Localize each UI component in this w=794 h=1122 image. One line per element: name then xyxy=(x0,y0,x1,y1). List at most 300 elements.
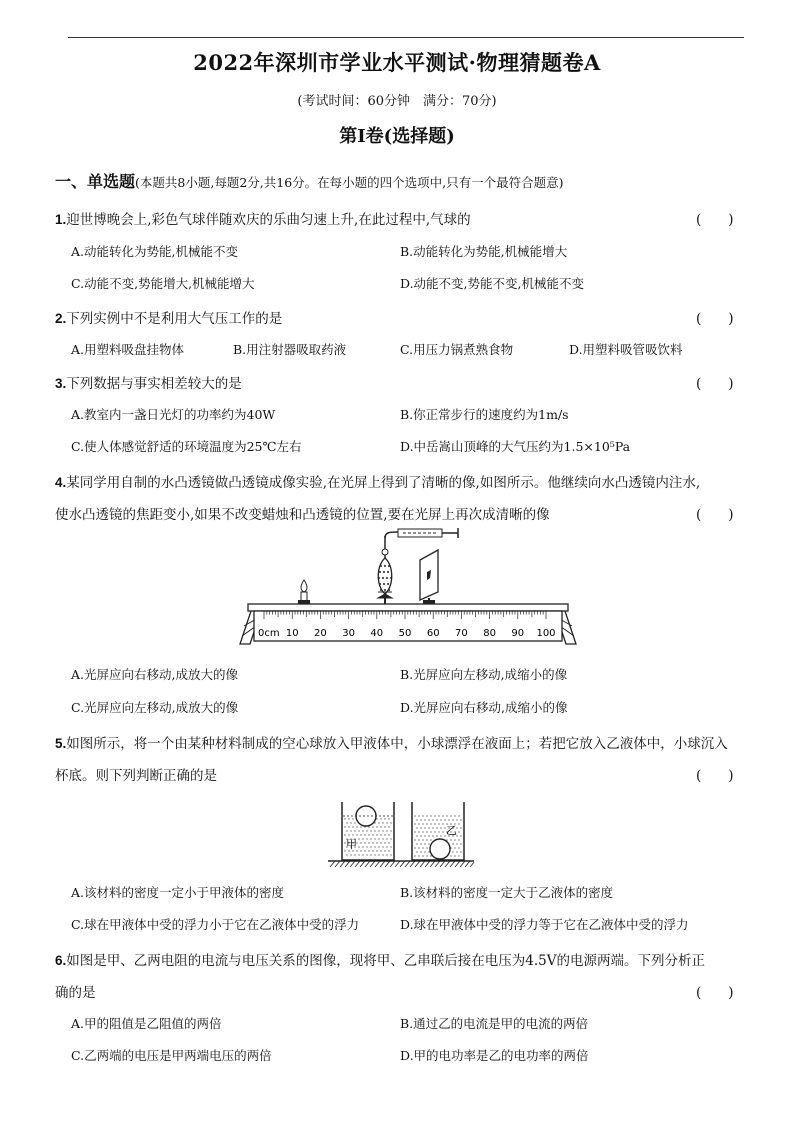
hatch-line xyxy=(340,861,345,867)
option-a[interactable]: A.教室内一盏日光灯的功率约为40W xyxy=(71,407,276,422)
ruler-label: 80 xyxy=(483,628,496,639)
hatch-line xyxy=(385,861,390,867)
liquid-dot xyxy=(376,826,377,827)
liquid-dot xyxy=(428,843,429,844)
part-title: 第Ⅰ卷(选择题) xyxy=(339,126,455,147)
liquid-dot xyxy=(426,847,427,848)
liquid-dot xyxy=(376,818,377,819)
hatch-line xyxy=(445,861,450,867)
liquid-dot xyxy=(438,823,439,824)
option-b[interactable]: B.通过乙的电流是甲的电流的两倍 xyxy=(400,1016,589,1031)
liquid-dot xyxy=(446,839,447,840)
liquid-dot xyxy=(426,823,427,824)
answer-blank[interactable]: ( ) xyxy=(696,376,734,392)
liquid-dot xyxy=(360,834,361,835)
liquid-dot xyxy=(360,826,361,827)
liquid-dot xyxy=(380,850,381,851)
liquid-dot xyxy=(380,826,381,827)
question-5-line-2: 杯底。则下列判断正确的是 xyxy=(55,768,217,784)
liquid-dot xyxy=(418,855,419,856)
liquid-dot xyxy=(350,854,351,855)
answer-blank[interactable]: ( ) xyxy=(696,212,734,228)
liquid-dot xyxy=(434,831,435,832)
liquid-dot xyxy=(344,834,345,835)
question-number: 5. xyxy=(55,736,67,751)
hatch-line xyxy=(365,861,370,867)
liquid-dot xyxy=(370,846,371,847)
answer-blank[interactable]: ( ) xyxy=(696,985,734,1001)
liquid-dot xyxy=(454,815,455,816)
liquid-dot xyxy=(416,843,417,844)
liquid-dot xyxy=(416,851,417,852)
liquid-dot xyxy=(422,847,423,848)
label-yi: 乙 xyxy=(446,824,457,837)
liquid-dot xyxy=(374,838,375,839)
label-jia: 甲 xyxy=(346,838,357,851)
liquid-dot xyxy=(386,822,387,823)
liquid-dot xyxy=(416,835,417,836)
liquid-dot xyxy=(440,819,441,820)
hatch-line xyxy=(430,861,435,867)
option-a[interactable]: A.光屏应向右移动,成放大的像 xyxy=(71,667,238,682)
liquid-dot xyxy=(458,847,459,848)
liquid-dot xyxy=(372,850,373,851)
liquid-dot xyxy=(352,834,353,835)
liquid-dot xyxy=(374,854,375,855)
liquid-dot xyxy=(456,843,457,844)
liquid-dot xyxy=(364,834,365,835)
liquid-dot xyxy=(370,838,371,839)
liquid-dot xyxy=(358,838,359,839)
liquid-dot xyxy=(430,831,431,832)
question-4-line-2: 使水凸透镜的焦距变小,如果不改变蜡烛和凸透镜的位置,要在光屏上再次成清晰的像 xyxy=(55,507,550,523)
liquid-dot xyxy=(422,855,423,856)
liquid-dot xyxy=(348,818,349,819)
answer-blank[interactable]: ( ) xyxy=(696,311,734,327)
bench-rail-top xyxy=(248,604,568,611)
hatch-line xyxy=(440,861,445,867)
question-5 xyxy=(55,732,728,752)
liquid-dot xyxy=(452,843,453,844)
liquid-dot xyxy=(372,834,373,835)
liquid-dot xyxy=(460,819,461,820)
option-b[interactable]: B.用注射器吸取药液 xyxy=(233,342,347,357)
liquid-dot xyxy=(420,835,421,836)
option-a[interactable]: A.该材料的密度一定小于甲液体的密度 xyxy=(71,885,285,900)
liquid-dot xyxy=(428,851,429,852)
option-c[interactable]: C.球在甲液体中受的浮力小于它在乙液体中受的浮力 xyxy=(71,917,360,932)
ruler-label: 40 xyxy=(370,628,384,639)
liquid-dot xyxy=(456,851,457,852)
liquid-dot xyxy=(360,842,361,843)
ruler-label: 90 xyxy=(511,628,525,639)
liquid-dot xyxy=(388,834,389,835)
liquid-dot xyxy=(418,839,419,840)
liquid-dot xyxy=(366,830,367,831)
liquid-dot xyxy=(352,818,353,819)
liquid-dot xyxy=(458,823,459,824)
hatch-line xyxy=(360,861,365,867)
question-number: 4. xyxy=(55,475,67,490)
liquid-dot xyxy=(370,854,371,855)
exam-title: 2022年深圳市学业水平测试·物理猜题卷A xyxy=(193,50,601,75)
question-text: 如图是甲、乙两电阻的电流与电压关系的图像，现将甲、乙串联后接在电压为4.5V的电源两端。下列分析正 xyxy=(66,953,705,969)
liquid-dot xyxy=(424,819,425,820)
liquid-dot xyxy=(454,839,455,840)
liquid-dot xyxy=(384,842,385,843)
liquid-dot xyxy=(382,854,383,855)
liquid-dot xyxy=(414,847,415,848)
liquid-dot xyxy=(420,819,421,820)
liquid-dot xyxy=(414,831,415,832)
liquid-dot xyxy=(444,819,445,820)
liquid-dot xyxy=(370,830,371,831)
liquid-dot xyxy=(436,819,437,820)
question-text: 某同学用自制的水凸透镜做凸透镜成像实验,在光屏上得到了清晰的像,如图所示。他继续向水凸透镜内注水, xyxy=(66,475,701,491)
liquid-dot xyxy=(422,839,423,840)
liquid-dot xyxy=(450,815,451,816)
liquid-dot xyxy=(350,822,351,823)
hatch-line xyxy=(395,861,400,867)
liquid-dot xyxy=(434,823,435,824)
question-number: 2. xyxy=(55,311,67,326)
liquid-dot xyxy=(428,827,429,828)
hatch-line xyxy=(400,861,405,867)
liquid-dot xyxy=(422,831,423,832)
liquid-dot xyxy=(388,826,389,827)
option-c[interactable]: C.动能不变,势能增大,机械能增大 xyxy=(71,276,255,291)
liquid-dot xyxy=(432,827,433,828)
liquid-dot xyxy=(388,842,389,843)
liquid-dot xyxy=(430,855,431,856)
liquid-dot xyxy=(454,847,455,848)
liquid-dot xyxy=(382,846,383,847)
hatch-line xyxy=(370,861,375,867)
hatch-line xyxy=(330,861,335,867)
liquid-dot xyxy=(358,846,359,847)
hatch-line xyxy=(405,861,410,867)
liquid-dot xyxy=(386,854,387,855)
ruler-label: 70 xyxy=(455,628,468,639)
hatch-line xyxy=(435,861,440,867)
liquid-dot xyxy=(456,819,457,820)
option-b[interactable]: B.光屏应向左移动,成缩小的像 xyxy=(400,667,568,682)
liquid-dot xyxy=(432,819,433,820)
liquid-dot xyxy=(362,854,363,855)
ruler-label: 20 xyxy=(314,628,327,639)
hatch-line xyxy=(380,861,385,867)
liquid-dot xyxy=(384,818,385,819)
liquid-dot xyxy=(372,842,373,843)
hatch-line xyxy=(350,861,355,867)
liquid-dot xyxy=(348,834,349,835)
liquid-dot xyxy=(420,827,421,828)
liquid-dot xyxy=(426,815,427,816)
hatch-line xyxy=(465,861,470,867)
liquid-dot xyxy=(418,831,419,832)
ruler-label: 0cm xyxy=(258,628,280,639)
liquid-dot xyxy=(438,815,439,816)
liquid-dot xyxy=(390,854,391,855)
liquid-dot xyxy=(428,819,429,820)
optical-bench-figure xyxy=(238,528,578,650)
water-lens xyxy=(378,536,392,604)
hatch-line xyxy=(335,861,340,867)
liquid-dot xyxy=(416,827,417,828)
liquid-dot xyxy=(428,835,429,836)
liquid-dot xyxy=(376,842,377,843)
question-text: 迎世博晚会上,彩色气球伴随欢庆的乐曲匀速上升,在此过程中,气球的 xyxy=(66,212,471,228)
liquid-dot xyxy=(436,835,437,836)
liquid-dot xyxy=(442,831,443,832)
hatch-line xyxy=(420,861,425,867)
option-c[interactable]: C.使人体感觉舒适的环境温度为25℃左右 xyxy=(71,439,302,454)
beakers-figure xyxy=(328,798,474,868)
liquid-dot xyxy=(414,839,415,840)
option-d[interactable]: D.中岳嵩山顶峰的大气压约为1.5×10⁵Pa xyxy=(400,439,631,454)
exam-subtitle: (考试时间：60分钟 满分：70分) xyxy=(297,94,497,109)
liquid-dot xyxy=(390,838,391,839)
liquid-dot xyxy=(450,855,451,856)
option-d[interactable]: D.甲的电功率是乙的电功率的两倍 xyxy=(400,1048,589,1063)
liquid-dot xyxy=(430,823,431,824)
question-number: 3. xyxy=(55,376,67,391)
liquid-dot xyxy=(424,835,425,836)
beaker-left xyxy=(342,802,394,860)
liquid-dot xyxy=(346,854,347,855)
liquid-dot xyxy=(420,851,421,852)
option-b[interactable]: B.该材料的密度一定大于乙液体的密度 xyxy=(400,885,614,900)
hatch-line xyxy=(390,861,395,867)
ruler-label: 100 xyxy=(536,628,556,639)
hatch-line xyxy=(410,861,415,867)
liquid-dot xyxy=(374,846,375,847)
liquid-dot xyxy=(364,842,365,843)
liquid-dot xyxy=(460,827,461,828)
liquid-dot xyxy=(356,826,357,827)
liquid-dot xyxy=(366,854,367,855)
liquid-dot xyxy=(354,830,355,831)
liquid-dot xyxy=(458,855,459,856)
question-6-line-2: 确的是 xyxy=(55,985,96,1001)
top-rule xyxy=(68,37,744,38)
liquid-dot xyxy=(440,827,441,828)
liquid-dot xyxy=(358,830,359,831)
liquid-dot xyxy=(390,830,391,831)
liquid-dot xyxy=(354,854,355,855)
liquid-dot xyxy=(374,822,375,823)
liquid-dot xyxy=(454,855,455,856)
hatch-line xyxy=(415,861,420,867)
liquid-dot xyxy=(442,823,443,824)
liquid-dot xyxy=(422,823,423,824)
liquid-dot xyxy=(380,818,381,819)
liquid-dot xyxy=(346,830,347,831)
liquid-dot xyxy=(422,815,423,816)
liquid-dot xyxy=(368,850,369,851)
ruler-label: 30 xyxy=(342,628,355,639)
option-b[interactable]: B.动能转化为势能,机械能增大 xyxy=(400,244,568,259)
liquid-dot xyxy=(424,827,425,828)
liquid-dot xyxy=(384,826,385,827)
liquid-dot xyxy=(378,822,379,823)
liquid-dot xyxy=(418,823,419,824)
option-a[interactable]: A.用塑料吸盘挂物体 xyxy=(71,342,185,357)
liquid-dot xyxy=(460,843,461,844)
liquid-dot xyxy=(460,851,461,852)
question-4 xyxy=(55,471,700,491)
liquid-dot xyxy=(368,834,369,835)
liquid-dot xyxy=(418,847,419,848)
hatch-line xyxy=(455,861,460,867)
liquid-dot xyxy=(380,842,381,843)
liquid-dot xyxy=(458,815,459,816)
question-text: 下列实例中不是利用大气压工作的是 xyxy=(66,311,283,327)
liquid-dot xyxy=(430,839,431,840)
option-d[interactable]: D.光屏应向右移动,成缩小的像 xyxy=(400,700,568,715)
light-screen xyxy=(420,550,438,604)
hatch-line xyxy=(450,861,455,867)
liquid-dot xyxy=(354,822,355,823)
liquid-dot xyxy=(378,846,379,847)
option-a[interactable]: A.甲的阻值是乙阻值的两倍 xyxy=(71,1016,222,1031)
hatch-line xyxy=(425,861,430,867)
liquid-dot xyxy=(348,826,349,827)
ruler-label: 50 xyxy=(398,628,412,639)
liquid-dot xyxy=(388,850,389,851)
liquid-dot xyxy=(384,850,385,851)
beaker-right xyxy=(412,802,464,860)
liquid-dot xyxy=(416,819,417,820)
liquid-dot xyxy=(344,826,345,827)
liquid-dot xyxy=(368,842,369,843)
liquid-dot xyxy=(430,815,431,816)
liquid-dot xyxy=(358,854,359,855)
hatch-line xyxy=(345,861,350,867)
liquid-dot xyxy=(420,843,421,844)
liquid-dot xyxy=(450,839,451,840)
option-c[interactable]: C.用压力锅煮熟食物 xyxy=(400,342,514,357)
option-c[interactable]: C.乙两端的电压是甲两端电压的两倍 xyxy=(71,1048,272,1063)
liquid-dot xyxy=(386,846,387,847)
liquid-dot xyxy=(460,835,461,836)
hatch-line xyxy=(460,861,465,867)
liquid-dot xyxy=(366,846,367,847)
liquid-dot xyxy=(346,822,347,823)
liquid-dot xyxy=(378,854,379,855)
section-heading xyxy=(55,169,564,192)
liquid-dot xyxy=(366,838,367,839)
liquid-dot xyxy=(414,815,415,816)
section-note: (本题共8小题,每题2分,共16分。在每小题的四个选项中,只有一个最符合题意) xyxy=(135,175,564,190)
liquid-dot xyxy=(390,822,391,823)
liquid-dot xyxy=(388,818,389,819)
liquid-dot xyxy=(438,831,439,832)
question-6 xyxy=(55,949,705,969)
liquid-dot xyxy=(434,815,435,816)
liquid-dot xyxy=(372,826,373,827)
hatch-line xyxy=(470,861,474,867)
question-number: 6. xyxy=(55,953,67,968)
liquid-dot xyxy=(442,815,443,816)
answer-blank[interactable]: ( ) xyxy=(696,768,734,784)
ruler-label: 60 xyxy=(426,628,440,639)
liquid-dot xyxy=(426,839,427,840)
option-a[interactable]: A.动能转化为势能,机械能不变 xyxy=(71,244,238,259)
liquid-dot xyxy=(426,831,427,832)
liquid-dot xyxy=(390,846,391,847)
option-b[interactable]: B.你正常步行的速度约为1m/s xyxy=(400,407,569,422)
liquid-dot xyxy=(382,830,383,831)
candle xyxy=(298,580,310,604)
liquid-dot xyxy=(362,846,363,847)
liquid-dot xyxy=(446,815,447,816)
liquid-dot xyxy=(360,850,361,851)
liquid-dot xyxy=(448,819,449,820)
liquid-dot xyxy=(414,823,415,824)
liquid-dot xyxy=(452,819,453,820)
liquid-dot xyxy=(364,850,365,851)
liquid-dot xyxy=(378,830,379,831)
liquid-dot xyxy=(380,834,381,835)
liquid-dot xyxy=(386,838,387,839)
liquid-dot xyxy=(424,851,425,852)
option-d[interactable]: D.球在甲液体中受的浮力等于它在乙液体中受的浮力 xyxy=(400,917,689,932)
liquid-dot xyxy=(458,839,459,840)
liquid-dot xyxy=(378,838,379,839)
liquid-dot xyxy=(440,835,441,836)
liquid-dot xyxy=(436,827,437,828)
liquid-dot xyxy=(382,838,383,839)
question-text: 如图所示，将一个由某种材料制成的空心球放入甲液体中，小球漂浮在液面上；若把它放入乙液体中，小球沉入 xyxy=(66,736,728,752)
question-3 xyxy=(55,372,242,392)
liquid-dot xyxy=(362,830,363,831)
liquid-dot xyxy=(424,843,425,844)
liquid-dot xyxy=(376,834,377,835)
hatch-line xyxy=(355,861,360,867)
question-2 xyxy=(55,307,282,327)
liquid-dot xyxy=(458,831,459,832)
liquid-dot xyxy=(432,835,433,836)
liquid-dot xyxy=(344,818,345,819)
option-d[interactable]: D.动能不变,势能不变,机械能不变 xyxy=(400,276,584,291)
liquid-dot xyxy=(374,830,375,831)
hatch-line xyxy=(375,861,380,867)
liquid-dot xyxy=(368,826,369,827)
section-title: 一、单选题 xyxy=(55,172,136,191)
liquid-dot xyxy=(384,834,385,835)
ground-hatch xyxy=(330,861,474,867)
liquid-dot xyxy=(362,838,363,839)
liquid-dot xyxy=(356,834,357,835)
liquid-dot xyxy=(352,826,353,827)
question-number: 1. xyxy=(55,212,67,227)
liquid-dot xyxy=(386,830,387,831)
answer-blank[interactable]: ( ) xyxy=(696,507,734,523)
option-d[interactable]: D.用塑料吸管吸饮料 xyxy=(569,342,683,357)
liquid-dot xyxy=(418,815,419,816)
liquid-dot xyxy=(382,822,383,823)
liquid-dot xyxy=(452,851,453,852)
option-c[interactable]: C.光屏应向左移动,成放大的像 xyxy=(71,700,239,715)
liquid-dot xyxy=(350,830,351,831)
question-text: 下列数据与事实相差较大的是 xyxy=(66,376,242,392)
liquid-dot xyxy=(376,850,377,851)
liquid-dot xyxy=(414,855,415,856)
ruler-label: 10 xyxy=(285,628,299,639)
syringe xyxy=(385,528,458,538)
question-1 xyxy=(55,208,471,228)
